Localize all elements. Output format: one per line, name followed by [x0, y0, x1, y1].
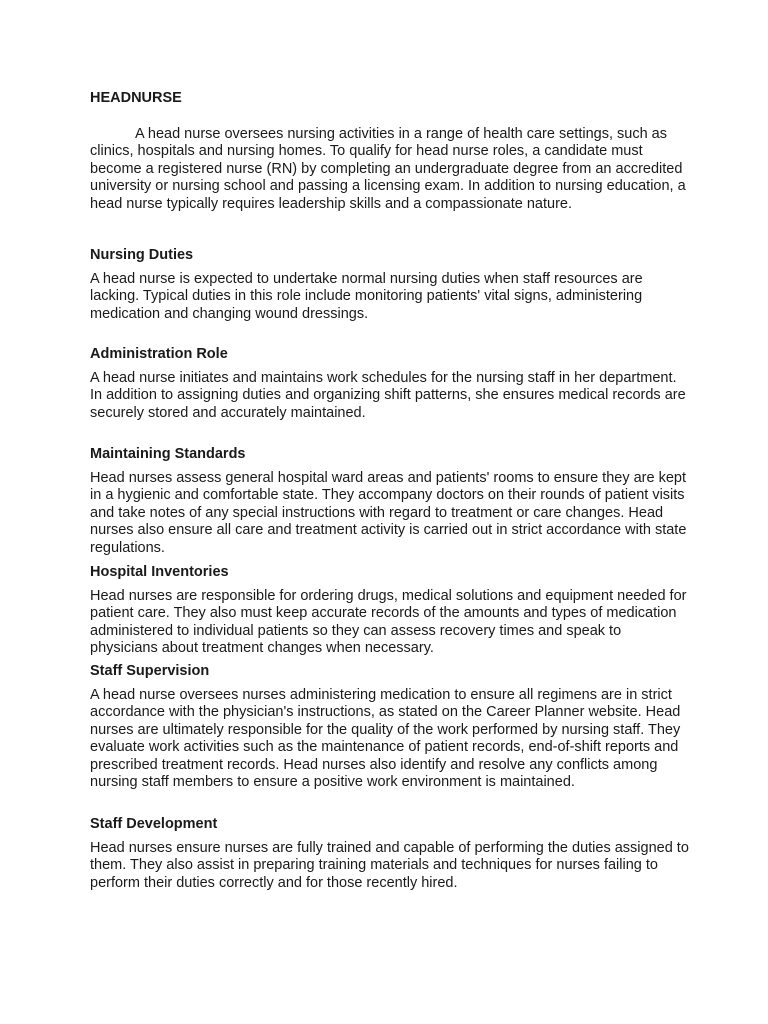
section-heading: Maintaining Standards [90, 446, 246, 462]
section-heading: Administration Role [90, 346, 228, 362]
document-title-block [90, 90, 690, 107]
intro-block [90, 126, 690, 213]
section-staff-development [90, 816, 690, 892]
section-body: A head nurse oversees nurses administering medication to ensure all regimens are in strict accordance with the physician's instructions, as stated on the Career Planner website. Head nurses are ultimately responsible for the quality of the work performed by nursing staff. They evaluate work activities such as the maintenance of patient records, end-of-shift reports and prescribed treatment records. Head nurses also identify and resolve any conflicts among nursing staff members to ensure a positive work environment is maintained. [90, 687, 681, 791]
section-nursing-duties [90, 247, 690, 323]
section-hospital-inventories [90, 564, 690, 658]
section-heading: Staff Development [90, 816, 218, 832]
intro-paragraph: A head nurse oversees nursing activities in a range of health care settings, such as clinics, hospitals and nursing homes. To qualify for head nurse roles, a candidate must become a registered nurse (RN) by completing an undergraduate degree from an accredited university or nursing school and passing a licensing exam. In addition to nursing education, a head nurse typically requires leadership skills and a compassionate nature. [90, 126, 686, 212]
section-body: Head nurses assess general hospital ward areas and patients' rooms to ensure they are kept in a hygienic and comfortable state. They accompany doctors on their rounds of patient visits and take notes of any special instructions with regard to treatment or care changes. Head nurses also ensure all care and treatment activity is carried out in strict accordance with state regulations. [90, 470, 687, 556]
document-title: HEADNURSE [90, 90, 182, 106]
section-heading: Hospital Inventories [90, 564, 229, 580]
section-staff-supervision [90, 663, 690, 791]
section-body: Head nurses ensure nurses are fully trained and capable of performing the duties assigned to them. They also assist in preparing training materials and techniques for nurses failing to perform their duties correctly and for those recently hired. [90, 840, 689, 891]
section-heading: Staff Supervision [90, 663, 210, 679]
section-administration-role [90, 346, 690, 422]
section-body: A head nurse is expected to undertake normal nursing duties when staff resources are lacking. Typical duties in this role include monitoring patients' vital signs, administering medication and changing wound dressings. [90, 271, 643, 322]
section-body: Head nurses are responsible for ordering drugs, medical solutions and equipment needed for patient care. They also must keep accurate records of the amounts and types of medication administered to individual patients so they can assess recovery times and speak to physicians about treatment changes when necessary. [90, 588, 687, 657]
section-body: A head nurse initiates and maintains work schedules for the nursing staff in her department. In addition to assigning duties and organizing shift patterns, she ensures medical records are securely stored and accurately maintained. [90, 370, 686, 421]
section-maintaining-standards [90, 446, 690, 557]
section-heading: Nursing Duties [90, 247, 194, 263]
